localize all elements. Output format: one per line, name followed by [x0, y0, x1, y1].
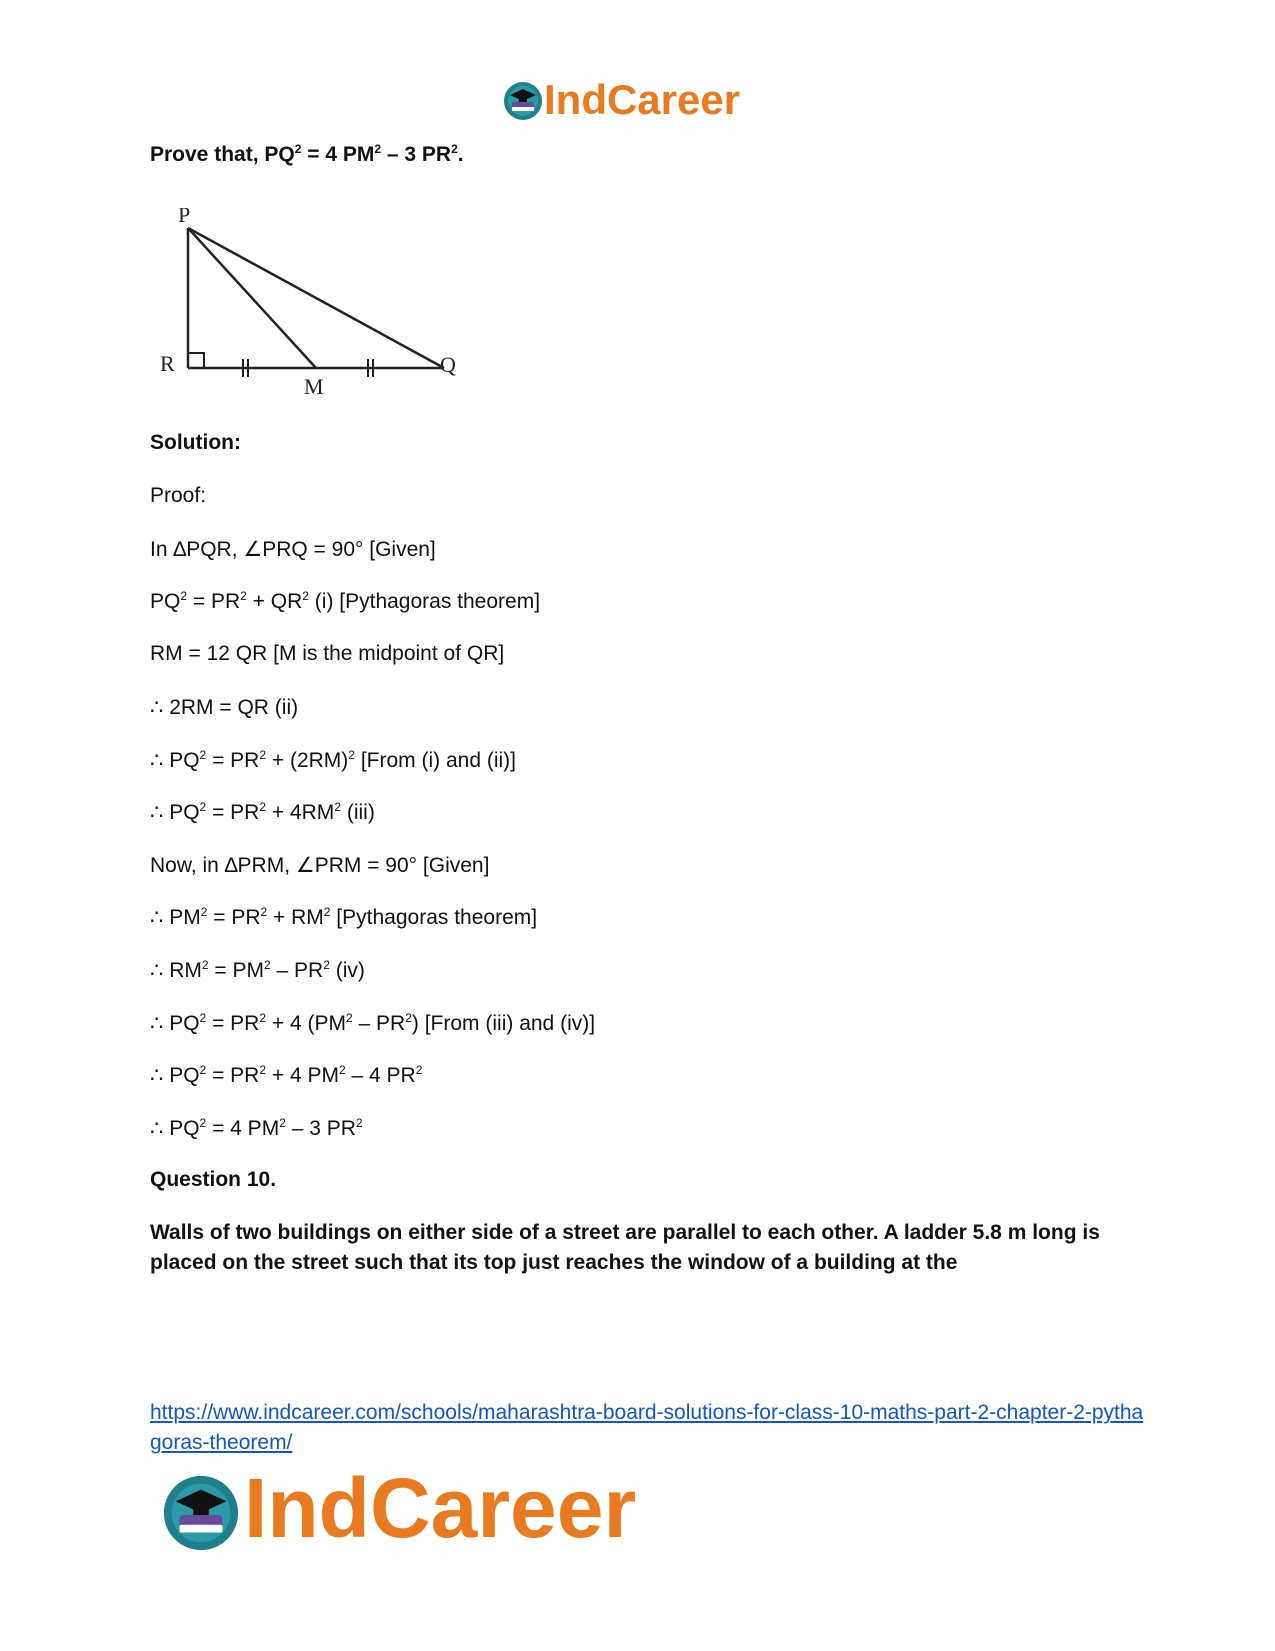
graduation-book-icon [160, 1472, 242, 1554]
proof-line-11: ∴ $PQ^2 = PR^2 + 4$ $PM^2 - 4$ $PR^2$ [150, 1063, 423, 1087]
vertex-label-p: P [178, 208, 191, 227]
proof-line-10: ∴ $PQ^2 = PR^2 + 4$ $(PM^2 - PR^2)$ [From (iii) and (iv)] [150, 1011, 596, 1035]
proof-line-1: In ∆PQR, ∠PRQ = 90° [Given] [150, 538, 436, 561]
proof-line-2: $PQ^2 = PR^2 + QR^2$ (i) [Pythagoras theorem] [150, 589, 541, 613]
indcareer-logo-footer [160, 1461, 720, 1562]
question-10-title: Question 10. [150, 1168, 277, 1191]
logo-text: IndCareer [244, 1461, 637, 1555]
vertex-label-m: M [304, 374, 324, 399]
indcareer-logo-header [502, 76, 782, 126]
vertex-label-r: R [160, 351, 175, 376]
vertex-label-q: Q [440, 352, 456, 377]
logo-text: IndCareer [544, 76, 741, 123]
question-10-text: Walls of two buildings on either side of a street are parallel to each other. A ladder 5.8 m long is placed on the street such that its top just reaches the window of a building at the [150, 1221, 1100, 1274]
proof-line-4: ∴ 2RM = QR (ii) [150, 696, 299, 719]
proof-line-7: Now, in ∆PRM, ∠PRM = 90° [Given] [150, 854, 490, 877]
triangle-pqr-figure [160, 208, 480, 408]
proof-line-12: ∴ $PQ^2 = 4$ $PM^2 - 3$ $PR^2$ [150, 1116, 363, 1140]
source-url-link[interactable]: https://www.indcareer.com/schools/maharashtra-board-solutions-for-class-10-maths-part-2-chapter-2-pythagoras-theorem/ [150, 1401, 1144, 1454]
proof-line-3: RM = 12 QR [M is the midpoint of QR] [150, 642, 505, 665]
solution-heading: Solution: [150, 431, 241, 454]
proof-line-8: ∴ $PM^2 = PR^2 + RM^2$ [Pythagoras theorem] [150, 905, 538, 929]
proof-line-9: ∴ $RM^2 = PM^2 - PR^2$ (iv) [150, 958, 365, 982]
proof-label: Proof: [150, 484, 207, 507]
prove-statement: Prove that, $PQ^2 = 4$ $PM^2 - 3$ $PR^2$. [150, 142, 464, 166]
graduation-book-icon [502, 80, 544, 122]
proof-line-5: ∴ $PQ^2 = PR^2 + (2RM)^2$ [From (i) and (ii)] [150, 748, 516, 772]
proof-line-6: ∴ $PQ^2 = PR^2 + 4RM^2$ (iii) [150, 800, 375, 824]
